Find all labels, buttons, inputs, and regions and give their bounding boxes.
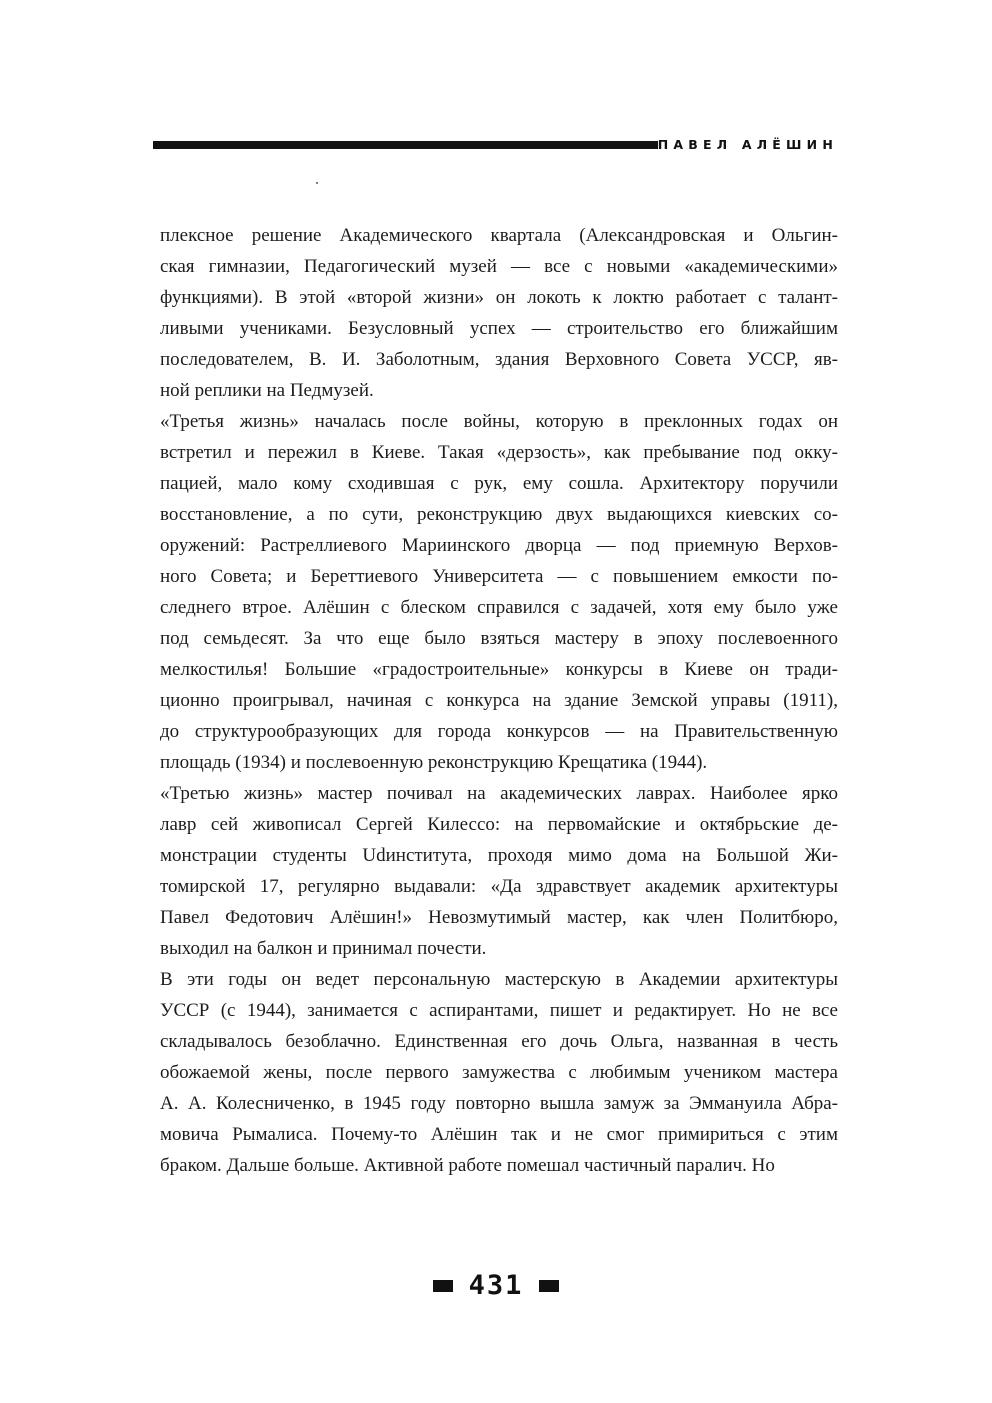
text-line: А. А. Колесниченко, в 1945 году повторно вышла замуж за Эммануила Абра- xyxy=(160,1093,838,1114)
text-line: лавр сей живописал Сергей Килессо: на первомайские и октябрьские де- xyxy=(160,814,838,835)
paragraph xyxy=(160,220,838,406)
folio-left-block xyxy=(433,1280,453,1292)
text-line: ская гимназии, Педагогический музей — все с новыми «академическими» xyxy=(160,256,838,277)
text-line: последователем, В. И. Заболотным, здания Верховного Совета УССР, яв- xyxy=(160,349,838,370)
text-line: оружений: Растреллиевого Мариинского дворца — под приемную Верхов- xyxy=(160,535,838,556)
folio-right-block xyxy=(539,1280,559,1292)
text-line: ционно проигрывал, начиная с конкурса на здание Земской управы (1911), xyxy=(160,690,838,711)
text-line: обожаемой жены, после первого замужества с любимым учеником мастера xyxy=(160,1062,838,1083)
text-line: УССР (с 1944), занимается с аспирантами, пишет и редактирует. Но не все xyxy=(160,1000,838,1021)
text-line: ливыми учениками. Безусловный успех — строительство его ближайшим xyxy=(160,318,838,339)
text-line: монстрации студенты Udинститута, проходя мимо дома на Большой Жи- xyxy=(160,845,838,866)
text-line: следнего втрое. Алёшин с блеском справился с задачей, хотя ему было уже xyxy=(160,597,838,618)
text-line: складывалось безоблачно. Единственная его дочь Ольга, названная в честь xyxy=(160,1031,838,1052)
header-rule xyxy=(153,141,658,149)
page-number: 431 xyxy=(468,1270,524,1301)
print-speck xyxy=(316,182,318,184)
paragraph xyxy=(160,778,838,964)
text-line: встретил и пережил в Киеве. Такая «дерзость», как пребывание под окку- xyxy=(160,442,838,463)
text-line: функциями). В этой «второй жизни» он локоть к локтю работает с талант- xyxy=(160,287,838,308)
text-line: пацией, мало кому сходившая с рук, ему сошла. Архитектору поручили xyxy=(160,473,838,494)
text-line: плексное решение Академического квартала (Александровская и Ольгин- xyxy=(160,225,838,246)
text-line: площадь (1934) и послевоенную реконструкцию Крещатика (1944). xyxy=(160,752,708,773)
text-line: под семьдесят. За что еще было взяться мастеру в эпоху послевоенного xyxy=(160,628,838,649)
text-line: «Третью жизнь» мастер почивал на академических лаврах. Наиболее ярко xyxy=(160,783,838,804)
text-line: «Третья жизнь» началась после войны, которую в преклонных годах он xyxy=(160,411,838,432)
body-text xyxy=(160,220,838,1181)
text-line: до структурообразующих для города конкурсов — на Правительственную xyxy=(160,721,838,742)
text-line: мелкостилья! Большие «градостроительные» конкурсы в Киеве он тради- xyxy=(160,659,838,680)
text-line: В эти годы он ведет персональную мастерскую в Академии архитектуры xyxy=(160,969,838,990)
text-line: мовича Рымалиса. Почему-то Алёшин так и не смог примириться с этим xyxy=(160,1124,838,1145)
running-header xyxy=(153,137,838,153)
text-line: ной реплики на Педмузей. xyxy=(160,380,374,401)
text-line: ного Совета; и Береттиевого Университета — с повышением емкости по- xyxy=(160,566,838,587)
paragraph xyxy=(160,406,838,778)
paragraph xyxy=(160,964,838,1181)
text-line: восстановление, а по сути, реконструкцию двух выдающихся киевских со- xyxy=(160,504,838,525)
text-line: браком. Дальше больше. Активной работе помешал частичный паралич. Но xyxy=(160,1155,775,1176)
text-line: Павел Федотович Алёшин!» Невозмутимый мастер, как член Политбюро, xyxy=(160,907,838,928)
page-number-footer xyxy=(0,1270,992,1302)
text-line: выходил на балкон и принимал почести. xyxy=(160,938,487,959)
text-line: томирской 17, регулярно выдавали: «Да здравствует академик архитектуры xyxy=(160,876,838,897)
running-title: ПАВЕЛ АЛЁШИН xyxy=(657,137,838,152)
